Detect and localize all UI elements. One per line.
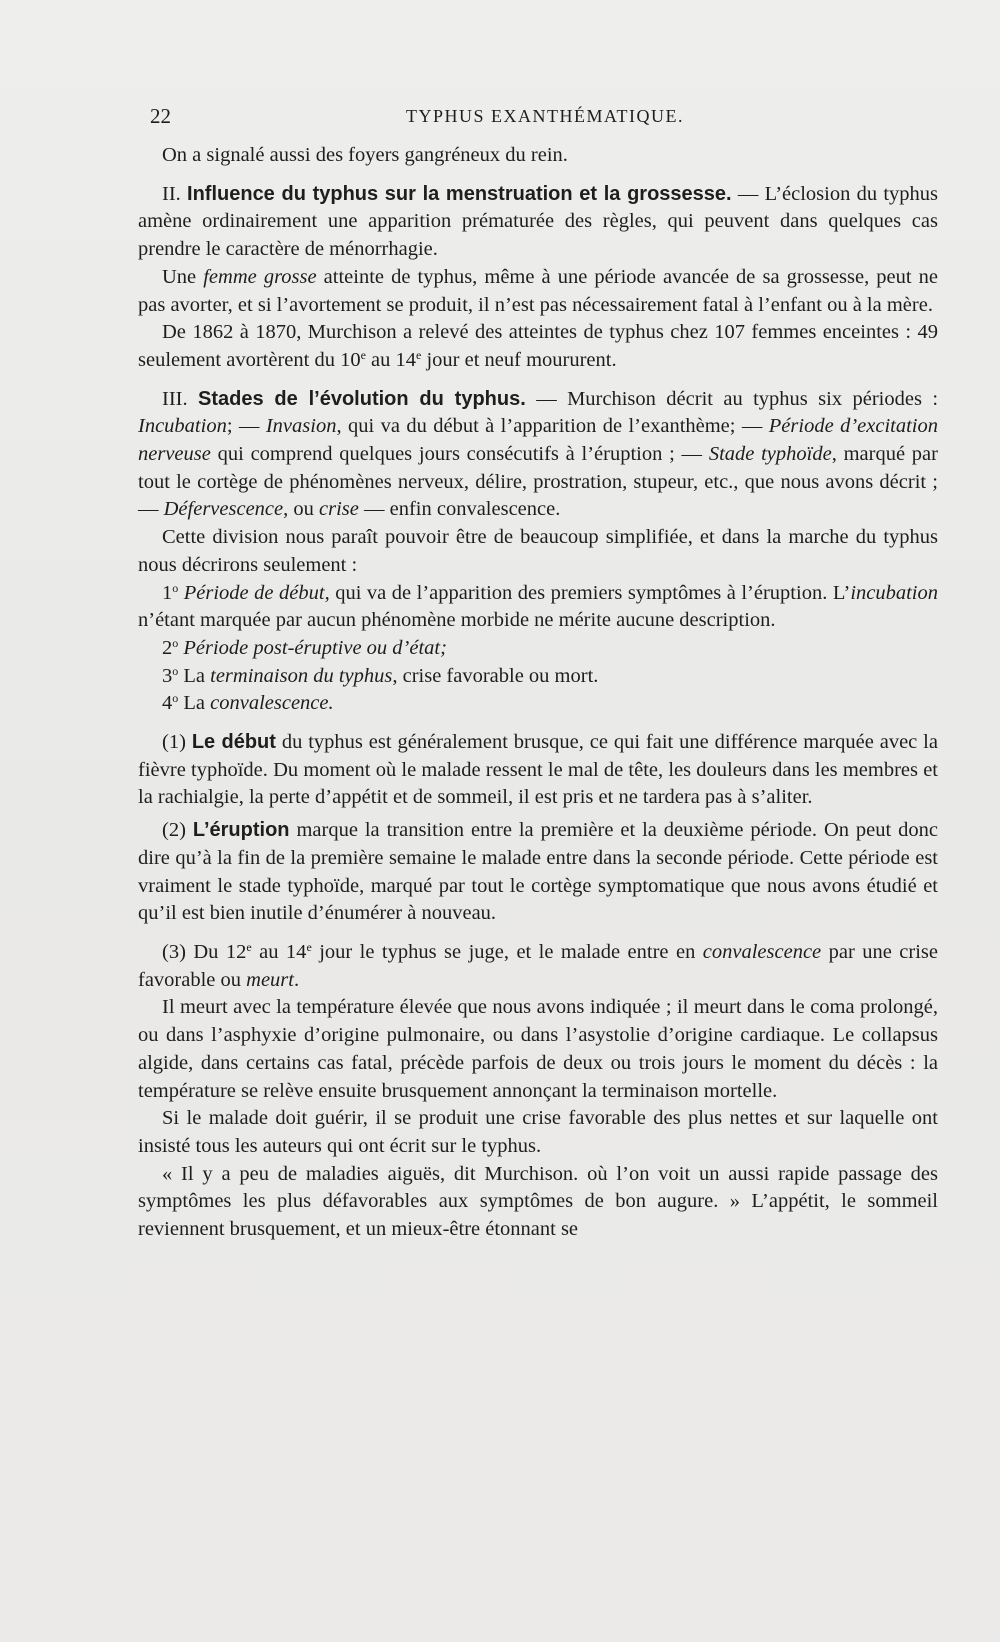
text-run: — enfin convalescence. — [358, 498, 561, 521]
paragraph-debut — [138, 729, 938, 812]
section-title: Influence du typhus sur la menstruation et la grossesse. — [187, 182, 732, 205]
italic-run: convalescence — [702, 940, 822, 963]
section-number: III. — [162, 387, 188, 410]
italic-run: Période post-éruptive ou d’état; — [183, 636, 447, 659]
bold-run: L’éruption — [192, 819, 290, 842]
text-run: atteinte de typhus, même à une période avancée de sa grossesse, peut ne pas avorter, et si l’avortement se produit, il n’est pas nécessairement fatal à l’enfant ou à la mère. — [138, 265, 938, 316]
text-run: , ou — [283, 498, 319, 521]
page-body — [138, 142, 938, 1244]
text-run: La — [183, 692, 211, 715]
page-header — [150, 104, 940, 136]
text-run: jour le typhus se juge, et le malade entre en — [311, 940, 703, 963]
paragraph-guerir — [138, 1105, 938, 1160]
paragraph-il-meurt — [138, 994, 938, 1105]
text-run: De 1862 à 1870, Murchison a relevé des atteintes de typhus chez 107 femmes enceintes : 49 seulement avortèrent du 10 — [138, 321, 938, 371]
superscript: e — [416, 347, 422, 362]
ordinal-mark: o — [172, 635, 179, 650]
list-item-2 — [138, 635, 938, 663]
section-number: II. — [162, 182, 181, 205]
ordinal-mark: o — [172, 663, 179, 678]
list-number: 4 — [162, 692, 173, 715]
section-text: — L’éclosion du typhus amène ordinairement une apparition prématurée des règles, qui peuvent dans quelques cas prendre le caractère de ménorrhagie. — [138, 182, 938, 261]
paragraph-text: On a signalé aussi des foyers gangréneux du rein. — [162, 144, 568, 166]
paragraph-text: Cette division nous paraît pouvoir être de beaucoup simplifiée, et dans la marche du typhus nous décrirons seulement : — [138, 526, 938, 576]
list-item-1 — [138, 580, 938, 635]
text-run: marque la transition entre la première et la deuxième période. On peut donc dire qu’à la fin de la première semaine le malade entre dans la seconde période. Cette période est vraiment le stade typhoïde, marqué par tout le cortège symptomatique que nous avons étudié et qu’il est bien inutile d’énumérer à nouveau. — [138, 819, 939, 925]
paragraph-murchison-stats — [138, 319, 938, 374]
superscript: e — [246, 939, 252, 954]
list-number: 3 — [162, 664, 173, 687]
italic-run: crise — [319, 498, 359, 521]
list-item-4 — [138, 690, 938, 718]
list-number: 2 — [162, 636, 173, 659]
text-run: La — [183, 664, 211, 687]
italic-run: Incubation — [138, 415, 227, 438]
text-run: au 14 — [251, 940, 307, 963]
paragraph-citation — [138, 1161, 938, 1244]
ordinal-mark: o — [172, 691, 179, 706]
italic-run: femme grosse — [203, 265, 317, 288]
paragraph-division — [138, 524, 938, 579]
text-run: , qui va du début à l’apparition de l’exanthème; — — [336, 415, 769, 438]
page-number: 22 — [150, 104, 171, 128]
italic-run: Période d’excitation nerveuse — [138, 415, 938, 466]
paragraph-terminaison — [138, 939, 938, 994]
paragraph-text: Si le malade doit guérir, il se produit une crise favorable des plus nettes et sur laquelle ont insisté tous les auteurs qui ont écrit sur le typhus. — [138, 1107, 938, 1157]
bold-run: Le début — [191, 731, 276, 754]
superscript: e — [360, 347, 366, 362]
running-title: TYPHUS EXANTHÉMATIQUE. — [406, 106, 684, 126]
text-run: n’étant marquée par aucun phénomène morbide ne mérite aucune description. — [138, 609, 776, 632]
italic-run: Période de début — [183, 581, 325, 604]
text-run: — Murchison décrit au typhus six périodes : — [525, 387, 939, 410]
list-item-3 — [138, 663, 938, 691]
text-run: , marqué par tout le cortège de phénomènes nerveux, délire, prostration, stupeur, etc., que nous avons décrit ; — — [138, 443, 938, 521]
paragraph-rein — [138, 142, 938, 170]
text-run: qui comprend quelques jours consécutifs à l’éruption ; — — [210, 443, 709, 466]
superscript: e — [306, 939, 312, 954]
text-run: du typhus est généralement brusque, ce qui fait une différence marquée avec la fièvre typhoïde. Du moment où le malade ressent le mal de tête, les douleurs dans les membres et la rachialgie, la perte d’appétit et de sommeil, il est pris et ne tardera pas à s’aliter. — [138, 731, 938, 809]
ordinal-mark: o — [172, 580, 179, 595]
italic-run: convalescence. — [210, 692, 334, 715]
section-3-paragraph — [138, 386, 938, 525]
text-run: jour et neuf moururent. — [421, 348, 617, 371]
italic-run: Défervescence — [163, 498, 284, 521]
paragraph-text: « Il y a peu de maladies aiguës, dit Murchison. où l’on voit un aussi rapide passage des symptômes les plus défavorables aux symptômes de bon augure. » L’appétit, le sommeil reviennent brusquement, et un mieux-être étonnant se — [138, 1162, 938, 1241]
italic-run: incubation — [850, 581, 938, 604]
text-run: . — [293, 968, 300, 991]
text-run: (3) Du 12 — [162, 940, 247, 963]
text-run: par une crise favorable ou — [138, 940, 938, 991]
text-run: Une — [162, 265, 204, 288]
italic-run: meurt — [246, 968, 294, 991]
text-run: ; — — [226, 415, 266, 438]
italic-run: Stade typhoïde — [708, 443, 832, 466]
paragraph-femme-grosse — [138, 264, 938, 319]
section-title: Stades de l’évolution du typhus. — [198, 387, 526, 410]
italic-run: Invasion — [265, 415, 337, 438]
text-run: , crise favorable ou mort. — [392, 664, 599, 687]
text-run: , qui va de l’apparition des premiers symptômes à l’éruption. L’ — [324, 581, 851, 604]
italic-run: terminaison du typhus — [210, 664, 393, 687]
paragraph-text: Il meurt avec la température élevée que nous avons indiquée ; il meurt dans le coma prolongé, ou dans l’asphyxie d’origine pulmonaire, ou dans l’asystolie d’origine cardiaque. Le collapsus algide, dans certains cas fatal, précède parfois de deux ou trois jours le moment du décès : la température se relève ensuite brusquement annonçant la terminaison mortelle. — [138, 996, 938, 1102]
paragraph-number: (1) — [162, 731, 192, 754]
text-run: au 14 — [365, 348, 417, 371]
list-number: 1 — [162, 581, 173, 604]
section-2-paragraph — [138, 181, 938, 264]
paragraph-number: (2) — [162, 819, 193, 842]
paragraph-eruption — [138, 817, 938, 928]
